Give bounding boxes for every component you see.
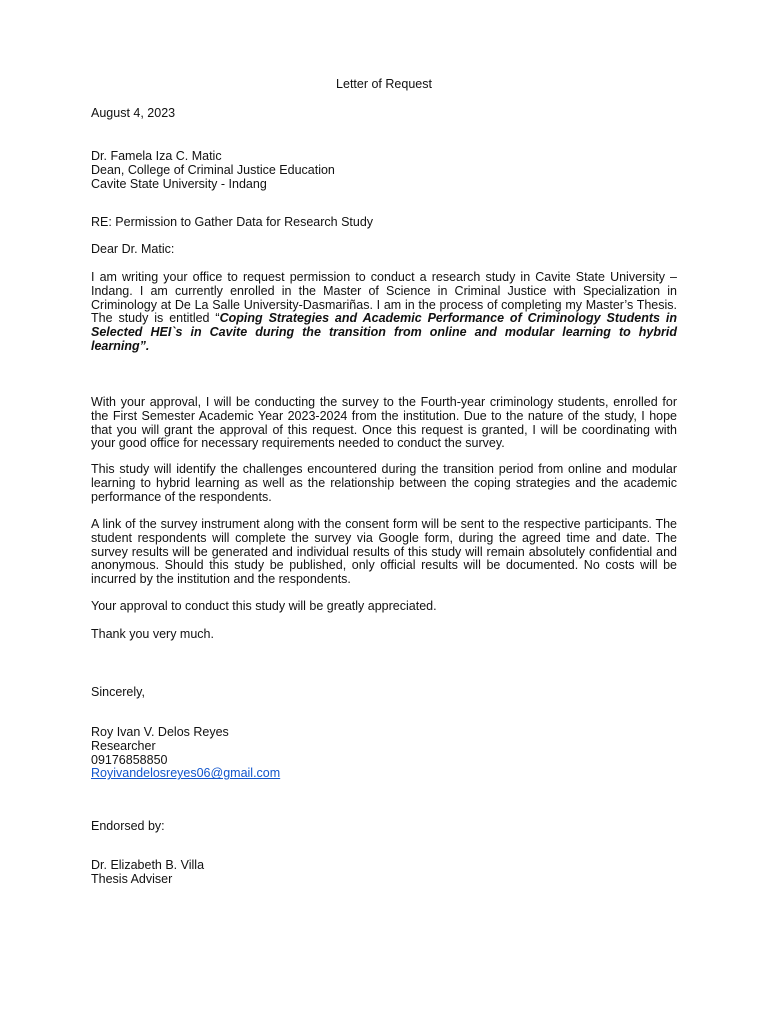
adviser-role: Thesis Adviser [91, 871, 173, 886]
recipient-institution: Cavite State University - Indang [91, 176, 267, 191]
sender-block [91, 726, 677, 781]
letter-date: August 4, 2023 [91, 106, 176, 120]
adviser-block [91, 859, 677, 887]
closing-line: Sincerely, [91, 685, 145, 699]
paragraph-intro-text: I am writing your office to request permission to conduct a research study in Cavite State University – Indang. I am currently enrolled in the Master of Science in Criminal Justice with Specialization in Criminology at De La Salle University-Dasmariñas. I am in the process of completing my Master’s Thesis. The study is entitled “ [91, 270, 677, 326]
recipient-position: Dean, College of Criminal Justice Education [91, 162, 335, 177]
endorsed-label: Endorsed by: [91, 819, 165, 833]
paragraph-approval: With your approval, I will be conducting the survey to the Fourth-year criminology students, enrolled for the First Semester Academic Year 2023-2024 from the institution. Due to the nature of the study, I hope that you will grant the approval of this request. Once this request is granted, I will be coordinating with your good office for necessary requirements needed to conduct the survey. [91, 395, 677, 451]
adviser-name: Dr. Elizabeth B. Villa [91, 858, 205, 872]
paragraph-survey-details: A link of the survey instrument along with the consent form will be sent to the respective participants. The student respondents will complete the survey via Google form, during the agreed time and date. The survey results will be generated and individual results of this study will remain absolutely confidential and anonymous. Should this study be published, only official results will be documented. No costs will be incurred by the institution and the respondents. [91, 517, 677, 587]
paragraph-appreciation: Your approval to conduct this study will be greatly appreciated. [91, 599, 437, 613]
sender-phone: 09176858850 [91, 752, 168, 767]
recipient-name: Dr. Famela Iza C. Matic [91, 149, 222, 163]
letter-title: Letter of Request [336, 77, 432, 91]
salutation: Dear Dr. Matic: [91, 242, 175, 256]
thanks-line: Thank you very much. [91, 627, 214, 641]
paragraph-study-scope: This study will identify the challenges encountered during the transition period from online and modular learning to hybrid learning as well as the relationship between the coping strategies and the academic performance of the respondents. [91, 462, 677, 504]
sender-email-link[interactable]: Royivandelosreyes06@gmail.com [91, 766, 281, 781]
sender-name: Roy Ivan V. Delos Reyes [91, 725, 229, 739]
sender-role: Researcher [91, 738, 156, 753]
study-title: Coping Strategies and Academic Performance of Criminology Students in Selected HEI`s in Cavite during the transition from online and modular learning to hybrid learning”. [91, 311, 677, 353]
paragraph-intro [91, 271, 677, 354]
recipient-block [91, 150, 677, 191]
subject-line: RE: Permission to Gather Data for Research Study [91, 215, 374, 229]
